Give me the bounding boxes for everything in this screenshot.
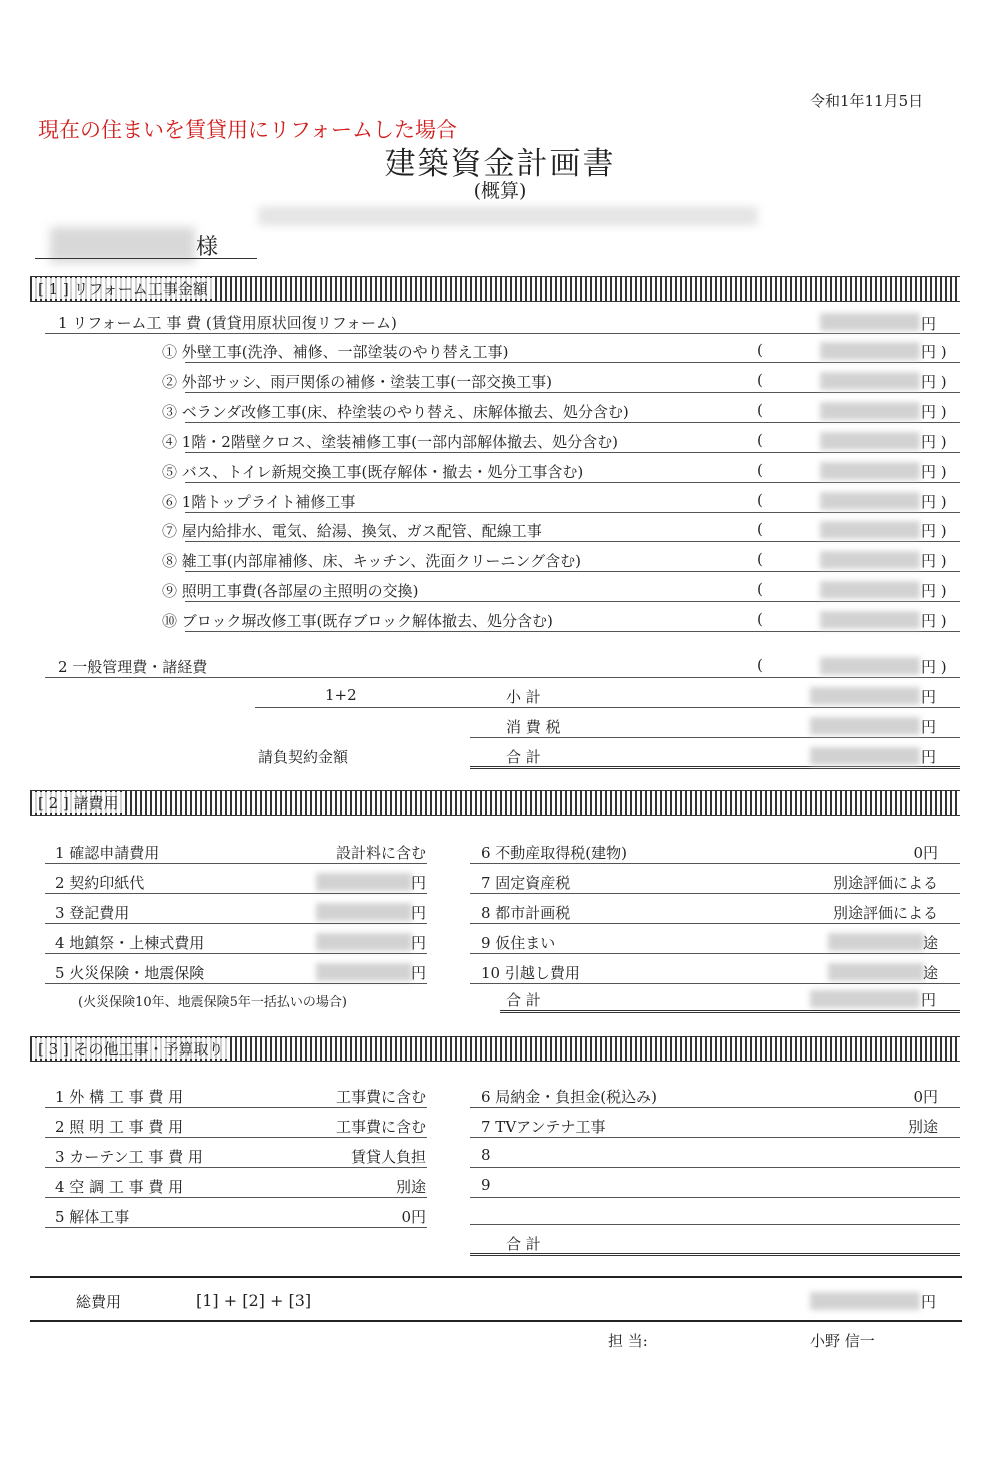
- redacted-amount: [820, 432, 920, 450]
- subtotal-underline: [255, 707, 960, 708]
- sub-item-label: ⑦ 屋内給排水、電気、給湯、換気、ガス配管、配線工事: [162, 522, 542, 541]
- list-item-label: 9 仮住まい: [481, 934, 556, 952]
- redacted-amount: [820, 581, 920, 599]
- tax-underline: [470, 737, 960, 738]
- redacted-amount: [820, 521, 920, 539]
- yen-unit: 円: [921, 315, 937, 333]
- section1-header-band: [30, 276, 960, 302]
- list-item-label: 2 照 明 工 事 費 用: [55, 1118, 184, 1136]
- list-item-value: 別途評価による: [832, 874, 938, 892]
- paren-open: (: [757, 430, 763, 449]
- paren-open: (: [757, 610, 763, 629]
- sub-item-label: ⑧ 雑工事(内部扉補修、床、キッチン、洗面クリーニング含む): [162, 552, 581, 571]
- redacted-amount: [820, 611, 920, 629]
- list-item-value: 別途評価による: [832, 904, 938, 922]
- list-item-underline: [45, 953, 427, 954]
- list-item-underline: [45, 1227, 427, 1228]
- paren-close: ): [940, 343, 947, 361]
- list-item-label: 7 TVアンテナ工事: [481, 1118, 606, 1136]
- redacted-amount: [828, 933, 924, 951]
- paren-close: ): [940, 658, 947, 676]
- staff-name: 小野 信一: [810, 1332, 875, 1350]
- yen-unit: 円: [921, 688, 937, 706]
- sub-item-underline: [185, 631, 960, 632]
- paren-open: (: [757, 490, 763, 509]
- yen-paren: [921, 520, 947, 541]
- tax-label: 消 費 税: [506, 718, 561, 736]
- sub-item-underline: [185, 512, 960, 513]
- insurance-note: (火災保険10年、地震保険5年一括払いの場合): [78, 995, 347, 1010]
- yen-unit: 円: [921, 372, 937, 391]
- yen-unit: 円: [921, 343, 937, 361]
- sub-item-underline: [185, 362, 960, 363]
- sub-item-label: ⑥ 1階トップライト補修工事: [162, 492, 356, 511]
- list-item-value: 工事費に含む: [335, 1088, 426, 1106]
- list-item-value: 円: [410, 874, 426, 892]
- sub-item-underline: [185, 392, 960, 393]
- sub-item-label: ② 外部サッシ、雨戸関係の補修・塗装工事(一部交換工事): [162, 372, 552, 391]
- yen-unit: 円: [921, 718, 937, 736]
- list-item-underline: [45, 983, 427, 984]
- section1-item2-underline: [45, 677, 960, 678]
- list-item-label: 5 解体工事: [55, 1208, 130, 1226]
- list-item-value: 途: [922, 934, 938, 952]
- document-date: 令和1年11月5日: [810, 92, 924, 110]
- grand-total-top-line: [30, 1276, 962, 1278]
- section1-item1-underline: [45, 333, 960, 334]
- list-item-label: 8 都市計画税: [481, 904, 571, 922]
- list-item-label: 8: [481, 1146, 491, 1164]
- paren-close: ): [940, 612, 947, 631]
- yen-unit: 円: [921, 748, 937, 766]
- section1-item1-label: 1 リフォーム工 事 費 (賃貸用原状回復リフォーム): [58, 314, 397, 332]
- paren-close: ): [940, 462, 947, 481]
- yen-unit: 円: [921, 462, 937, 481]
- list-item-underline: [45, 1107, 427, 1108]
- sub-item-label: ⑤ バス、トイレ新規交換工事(既存解体・撤去・処分工事含む): [162, 462, 584, 481]
- yen-paren: [921, 401, 947, 422]
- paren-open: (: [757, 520, 763, 539]
- redacted-amount: [810, 1292, 920, 1310]
- formula-1-plus-2: 1+2: [325, 686, 357, 704]
- paren-open: (: [757, 341, 763, 359]
- yen-unit: 円: [921, 492, 937, 511]
- section3-blank-line: [470, 1224, 960, 1225]
- section3-total-label: 合 計: [506, 1235, 541, 1253]
- section2-header-band: [30, 790, 960, 816]
- sub-item-underline: [185, 422, 960, 423]
- sub-item-underline: [185, 541, 960, 542]
- list-item-underline: [45, 923, 427, 924]
- sub-item-label: ⑩ ブロック塀改修工事(既存ブロック解体撤去、処分含む): [162, 612, 553, 631]
- yen-paren: [921, 656, 947, 677]
- list-item-label: 5 火災保険・地震保険: [55, 964, 205, 982]
- list-item-value: 途: [922, 964, 938, 982]
- yen-unit: 円: [921, 402, 937, 421]
- list-item-underline: [470, 1197, 960, 1198]
- yen-unit: 円: [921, 991, 937, 1009]
- staff-label: 担 当:: [608, 1332, 648, 1350]
- list-item-underline: [45, 1197, 427, 1198]
- list-item-underline: [470, 863, 960, 864]
- sub-item-label: ① 外壁工事(洗浄、補修、一部塗装のやり替え工事): [162, 343, 509, 361]
- list-item-value: 円: [410, 934, 426, 952]
- paren-open: (: [757, 656, 763, 674]
- document-subtitle: (概算): [473, 180, 527, 202]
- paren-close: ): [940, 372, 947, 391]
- yen-paren: [921, 580, 947, 601]
- yen-paren: [921, 371, 947, 392]
- contract-amount-label: 請負契約金額: [258, 748, 349, 766]
- redacted-amount: [820, 372, 920, 390]
- section1-item2-label: 2 一般管理費・諸経費: [58, 658, 208, 676]
- yen-unit: 円: [921, 552, 937, 571]
- section2-total-double-line: [500, 1010, 960, 1013]
- yen-unit: 円: [921, 582, 937, 601]
- list-item-underline: [470, 953, 960, 954]
- list-item-label: 4 空 調 工 事 費 用: [55, 1178, 184, 1196]
- redacted-amount: [810, 747, 920, 765]
- sub-item-underline: [185, 452, 960, 453]
- list-item-label: 3 カーテン工 事 費 用: [55, 1148, 203, 1166]
- section3-total-double-line: [470, 1253, 960, 1256]
- list-item-value: 円: [410, 964, 426, 982]
- list-item-value: 0円: [913, 1088, 938, 1106]
- paren-close: ): [940, 492, 947, 511]
- section2-total-label: 合 計: [506, 991, 541, 1009]
- redacted-amount: [820, 462, 920, 480]
- list-item-label: 1 確認申請費用: [55, 844, 160, 862]
- list-item-underline: [45, 863, 427, 864]
- paren-close: ): [940, 552, 947, 571]
- section3-header: [ 3 ] その他工事・予算取り: [34, 1038, 228, 1059]
- list-item-underline: [470, 1167, 960, 1168]
- list-item-label: 2 契約印紙代: [55, 874, 145, 892]
- list-item-label: 3 登記費用: [55, 904, 130, 922]
- yen-paren: [921, 610, 947, 631]
- redacted-amount: [820, 402, 920, 420]
- paren-open: (: [757, 550, 763, 569]
- redacted-amount: [316, 873, 412, 891]
- redacted-amount: [820, 551, 920, 569]
- redacted-amount: [810, 717, 920, 735]
- section1-header: [ 1 ] リフォーム工事金額: [34, 278, 212, 299]
- case-label: 現在の住まいを賃貸用にリフォームした場合: [38, 118, 457, 142]
- redacted-amount: [820, 657, 920, 675]
- list-item-underline: [45, 1137, 427, 1138]
- paren-close: ): [940, 432, 947, 451]
- subtotal-label: 小 計: [506, 688, 541, 706]
- list-item-label: 6 不動産取得税(建物): [481, 844, 628, 862]
- section3-header-band: [30, 1036, 960, 1062]
- list-item-label: 1 外 構 工 事 費 用: [55, 1088, 184, 1106]
- list-item-value: 工事費に含む: [335, 1118, 426, 1136]
- customer-underline: [35, 258, 257, 259]
- redacted-amount: [828, 963, 924, 981]
- sub-item-underline: [185, 601, 960, 602]
- list-item-label: 9: [481, 1176, 491, 1194]
- redacted-amount: [316, 933, 412, 951]
- list-item-value: 別途: [907, 1118, 938, 1136]
- redacted-amount: [810, 990, 920, 1008]
- redacted-property-info: [258, 206, 758, 226]
- list-item-underline: [470, 1107, 960, 1108]
- yen-paren: [921, 431, 947, 452]
- list-item-underline: [470, 893, 960, 894]
- sub-item-label: ⑨ 照明工事費(各部屋の主照明の交換): [162, 582, 419, 601]
- list-item-value: 賃貸人負担: [350, 1148, 426, 1166]
- redacted-amount: [810, 687, 920, 705]
- list-item-underline: [470, 983, 960, 984]
- yen-unit: 円: [921, 658, 937, 676]
- section1-total-label: 合 計: [506, 748, 541, 766]
- list-item-value: 別途: [395, 1178, 426, 1196]
- grand-total-label: 総費用: [76, 1293, 122, 1311]
- sub-item-underline: [185, 482, 960, 483]
- paren-open: (: [757, 580, 763, 599]
- section2-header: [ 2 ] 諸費用: [34, 792, 123, 813]
- list-item-label: 4 地鎮祭・上棟式費用: [55, 934, 205, 952]
- redacted-amount: [820, 313, 920, 331]
- paren-close: ): [940, 582, 947, 601]
- yen-paren: [921, 341, 947, 362]
- list-item-underline: [470, 1137, 960, 1138]
- yen-unit: 円: [921, 1293, 937, 1311]
- yen-unit: 円: [921, 612, 937, 631]
- list-item-value: 0円: [913, 844, 938, 862]
- list-item-underline: [470, 923, 960, 924]
- redacted-amount: [316, 903, 412, 921]
- list-item-underline: [45, 893, 427, 894]
- customer-suffix: 様: [196, 235, 219, 260]
- redacted-amount: [820, 342, 920, 360]
- yen-paren: [921, 491, 947, 512]
- paren-open: (: [757, 370, 763, 389]
- sub-item-label: ③ ベランダ改修工事(床、枠塗装のやり替え、床解体撤去、処分含む): [162, 402, 629, 421]
- sub-item-underline: [185, 571, 960, 572]
- list-item-label: 6 局納金・負担金(税込み): [481, 1088, 658, 1106]
- grand-total-formula: [1] + [2] + [3]: [196, 1291, 312, 1310]
- list-item-label: 10 引越し費用: [481, 964, 580, 982]
- list-item-value: 設計料に含む: [335, 844, 426, 862]
- document-title: 建築資金計画書: [384, 146, 616, 182]
- list-item-label: 7 固定資産税: [481, 874, 571, 892]
- grand-total-bottom-line: [30, 1320, 962, 1322]
- paren-open: (: [757, 400, 763, 419]
- paren-close: ): [940, 402, 947, 421]
- section1-total-double-line: [470, 766, 960, 769]
- yen-unit: 円: [921, 432, 937, 451]
- list-item-underline: [45, 1167, 427, 1168]
- yen-unit: 円: [921, 522, 937, 541]
- list-item-value: 0円: [401, 1208, 426, 1226]
- yen-paren: [921, 461, 947, 482]
- paren-open: (: [757, 460, 763, 479]
- redacted-amount: [820, 492, 920, 510]
- redacted-amount: [316, 963, 412, 981]
- paren-close: ): [940, 522, 947, 541]
- yen-paren: [921, 550, 947, 571]
- list-item-value: 円: [410, 904, 426, 922]
- sub-item-label: ④ 1階・2階壁クロス、塗装補修工事(一部内部解体撤去、処分含む): [162, 432, 619, 451]
